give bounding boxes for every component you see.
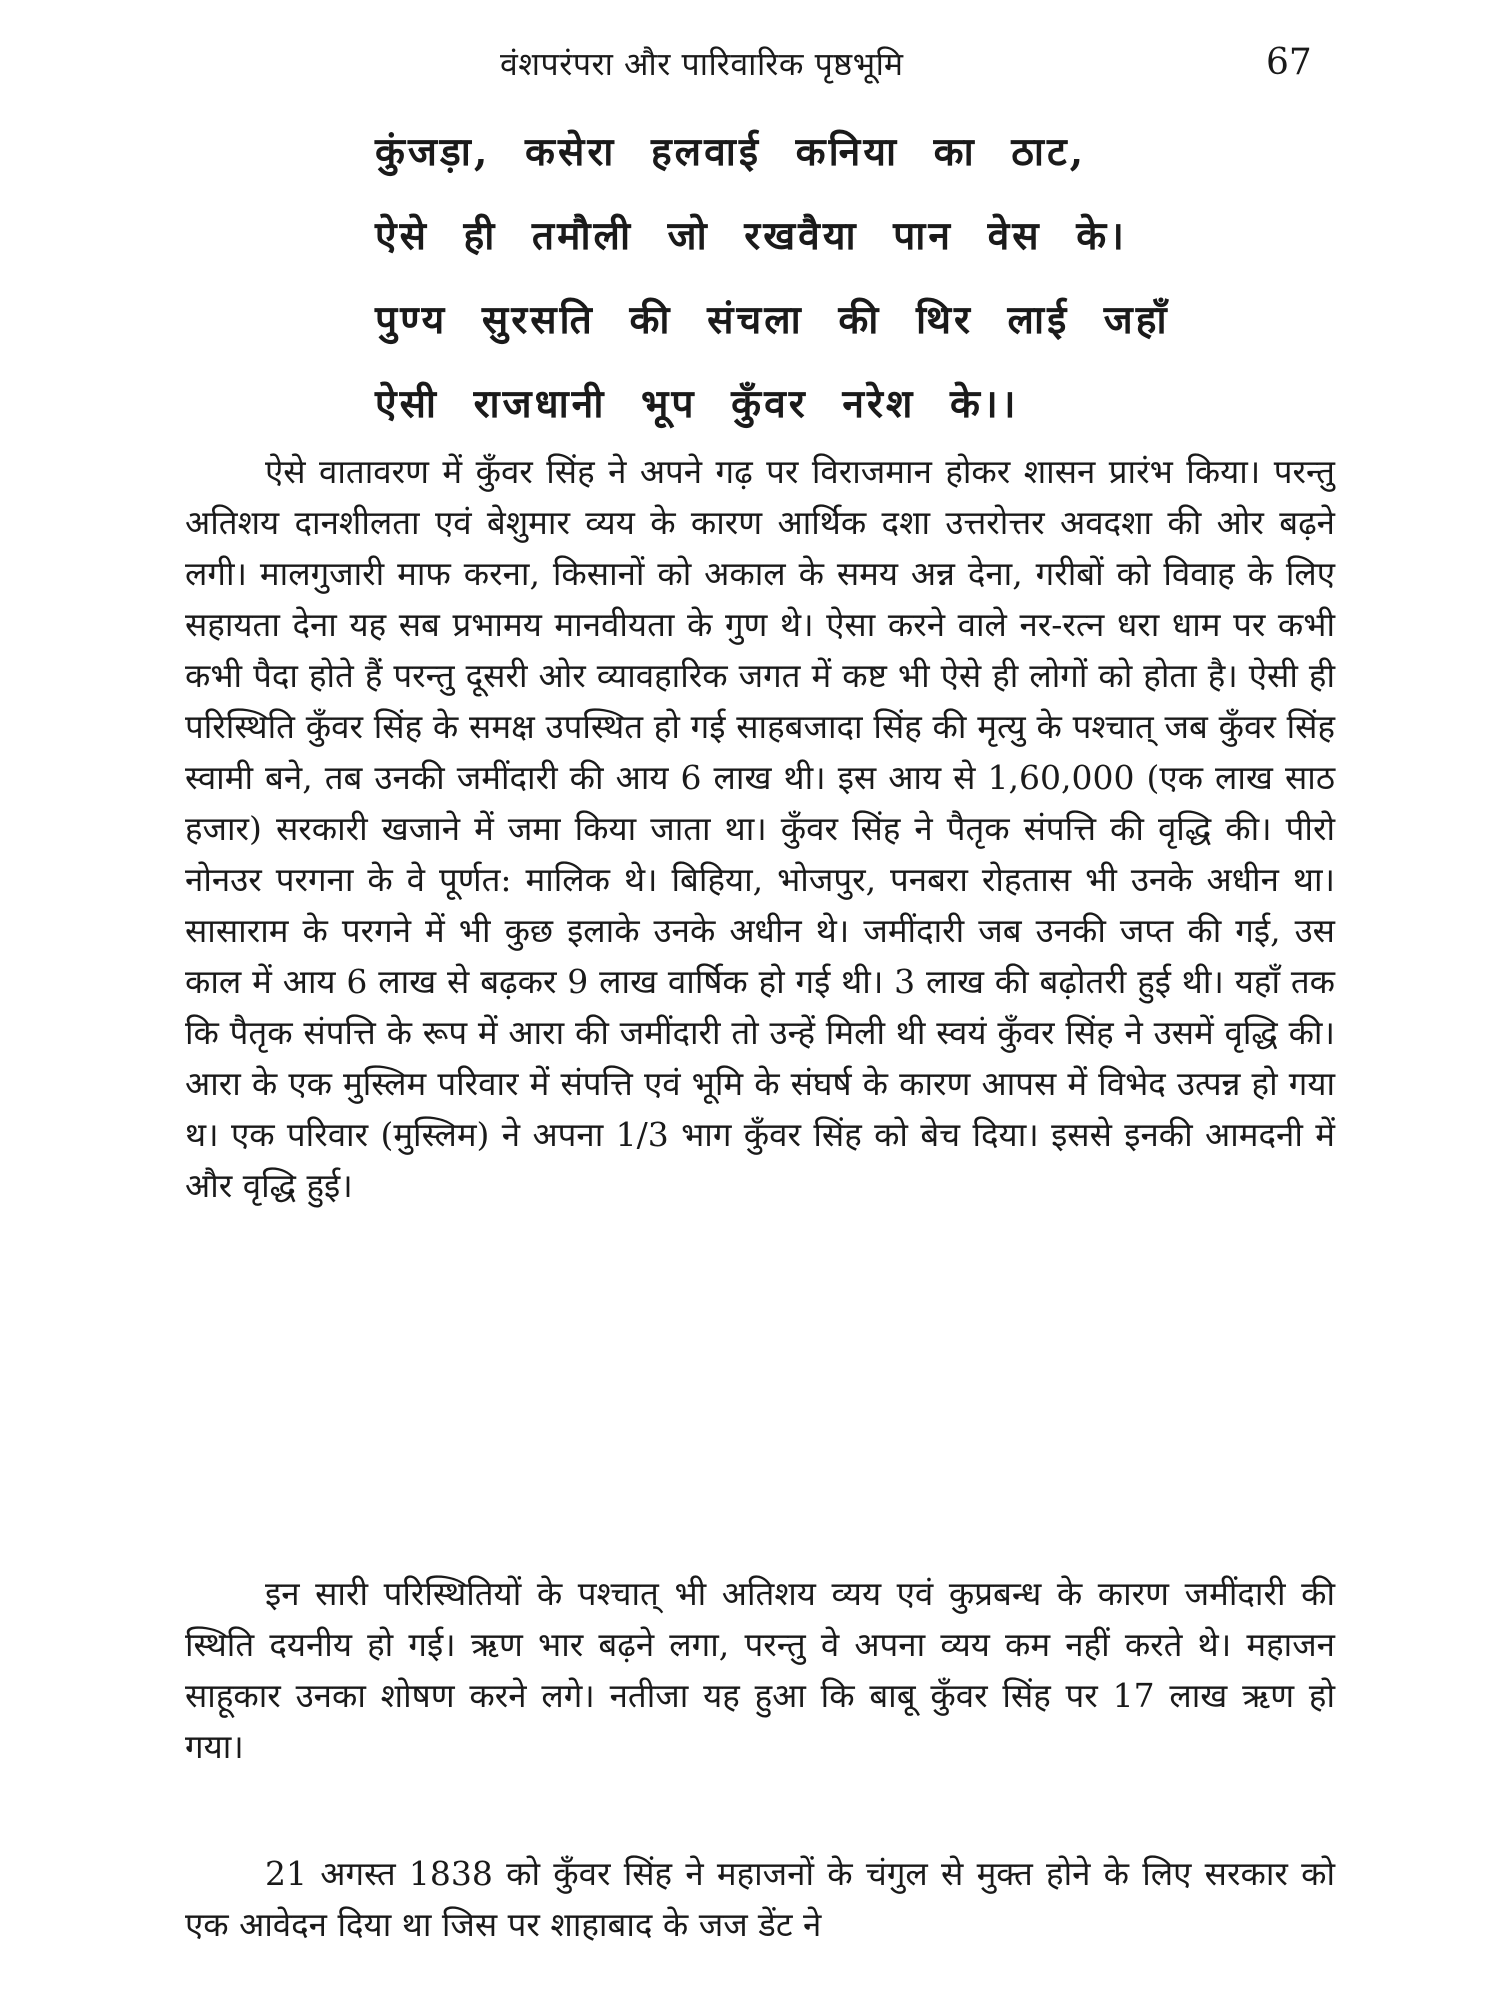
verse-line: कुंजड़ा, कसेरा हलवाई कनिया का ठाट, — [375, 129, 1087, 175]
running-title: वंशपरंपरा और पारिवारिक पृष्ठभूमि — [500, 45, 904, 83]
running-head — [0, 38, 1500, 98]
page-number: 67 — [1266, 42, 1312, 83]
verse-line: ऐसे ही तमौली जो रखवैया पान वेस के। — [375, 213, 1127, 259]
verse-line: ऐसी राजधानी भूप कुँवर नरेश के।। — [375, 381, 1019, 427]
paragraph-3 — [185, 1848, 1335, 1950]
verse-line: पुण्य सुरसति की संचला की थिर लाई जहाँ — [375, 297, 1170, 343]
paragraph-text: 21 अगस्त 1838 को कुँवर सिंह ने महाजनों के चंगुल से मुक्त होने के लिए सरकार को एक आवेदन दिया था जिस पर शाहाबाद के जज डेंट ने — [185, 1854, 1335, 1944]
verse-block — [375, 110, 1195, 446]
paragraph-1 — [185, 446, 1335, 1211]
paragraph-2 — [185, 1568, 1335, 1772]
paragraph-text: ऐसे वातावरण में कुँवर सिंह ने अपने गढ़ पर विराजमान होकर शासन प्रारंभ किया। परन्तु अतिशय दानशीलता एवं बेशुमार व्यय के कारण आर्थिक दशा उत्तरोत्तर अवदशा की ओर बढ़ने लगी। मालगुजारी माफ करना, किसानों को अकाल के समय अन्न देना, गरीबों को विवाह के लिए सहायता देना यह सब प्रभामय मानवीयता के गुण थे। ऐसा करने वाले नर-रत्न धरा धाम पर कभी कभी पैदा होते हैं परन्तु दूसरी ओर व्यावहारिक जगत में कष्ट भी ऐसे ही लोगों को होता है। ऐसी ही परिस्थिति कुँवर सिंह के समक्ष उपस्थित हो गई साहबजादा सिंह की मृत्यु के पश्चात् जब कुँवर सिंह स्वामी बने, तब उनकी जमींदारी की आय 6 लाख थी। इस आय से 1,60,000 (एक लाख साठ हजार) सरकारी खजाने में जमा किया जाता था। कुँवर सिंह ने पैतृक संपत्ति की वृद्धि की। पीरो नोनउर परगना के वे पूर्णत: मालिक थे। बिहिया, भोजपुर, पनबरा रोहतास भी उनके अधीन था। सासाराम के परगने में भी कुछ इलाके उनके अधीन थे। जमींदारी जब उनकी जप्त की गई, उस काल में आय 6 लाख से बढ़कर 9 लाख वार्षिक हो गई थी। 3 लाख की बढ़ोतरी हुई थी। यहाँ तक कि पैतृक संपत्ति के रूप में आरा की जमींदारी तो उन्हें मिली थी स्वयं कुँवर सिंह ने उसमें वृद्धि की। आरा के एक मुस्लिम परिवार में संपत्ति एवं भूमि के संघर्ष के कारण आपस में विभेद उत्पन्न हो गया थ। एक परिवार (मुस्लिम) ने अपना 1/3 भाग कुँवर सिंह को बेच दिया। इससे इनकी आमदनी में और वृद्धि हुई। — [185, 452, 1335, 1205]
paragraph-text: इन सारी परिस्थितियों के पश्चात् भी अतिशय व्यय एवं कुप्रबन्ध के कारण जमींदारी की स्थिति दयनीय हो गई। ऋण भार बढ़ने लगा, परन्तु वे अपना व्यय कम नहीं करते थे। महाजन साहूकार उनका शोषण करने लगे। नतीजा यह हुआ कि बाबू कुँवर सिंह पर 17 लाख ऋण हो गया। — [185, 1574, 1335, 1766]
